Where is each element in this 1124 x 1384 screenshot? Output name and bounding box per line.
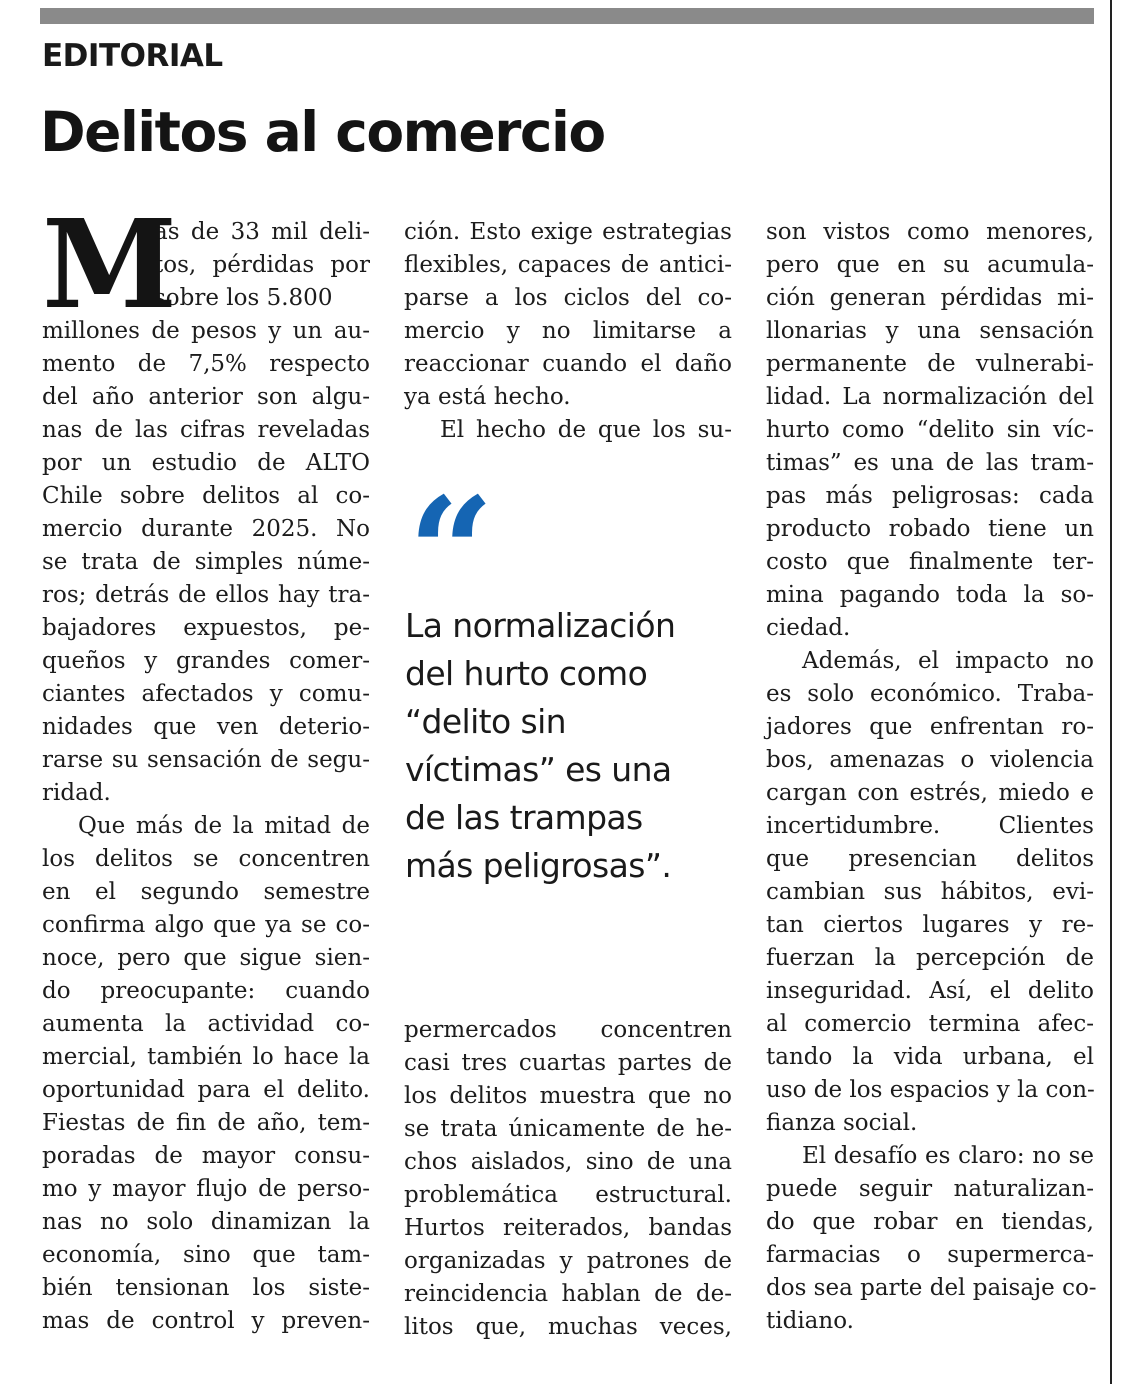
text-line: millones de pesos y un au- <box>42 318 370 344</box>
text-line: tando la vida urbana, el <box>766 1044 1094 1070</box>
text-line: flexibles, capaces de antici- <box>404 252 732 278</box>
text-line: ás de 33 mil deli- <box>154 219 370 245</box>
text-line: se trata únicamente de he- <box>404 1116 732 1142</box>
text-line: mina pagando toda la so- <box>766 582 1094 608</box>
text-line: fuerzan la percepción de <box>766 945 1094 971</box>
text-line: queños y grandes comer- <box>42 648 370 674</box>
pull-quote-line: de las trampas <box>405 798 643 837</box>
text-line: permercados concentren <box>404 1017 732 1043</box>
column-3 <box>766 216 1097 1338</box>
text-line: noce, pero que sigue sien- <box>42 945 370 971</box>
text-line: Chile sobre delitos al co- <box>42 483 370 509</box>
text-line: litos que, muchas veces, <box>404 1314 732 1340</box>
pull-quote-line: La normalización <box>405 606 676 645</box>
text-line: nidades que ven deterio- <box>42 714 370 740</box>
pull-quote-line: más peligrosas”. <box>405 846 672 885</box>
text-line: inseguridad. Así, el delito <box>766 978 1094 1004</box>
text-line: tidiano. <box>766 1308 854 1334</box>
text-line: puede seguir naturalizan- <box>766 1176 1094 1202</box>
text-line: al comercio termina afec- <box>766 1011 1094 1037</box>
column-2-bottom <box>404 1014 732 1344</box>
text-line: poradas de mayor consu- <box>42 1143 370 1169</box>
text-line: ros; detrás de ellos hay tra- <box>42 582 370 608</box>
text-line: bajadores expuestos, pe- <box>42 615 370 641</box>
text-line: en el segundo semestre <box>42 879 370 905</box>
headline: Delitos al comercio <box>40 100 605 164</box>
drop-cap: M <box>42 192 174 336</box>
pull-quote-line: víctimas” es una <box>405 750 672 789</box>
text-line: nas no solo dinamizan la <box>42 1209 370 1235</box>
text-line: rarse su sensación de segu- <box>42 747 370 773</box>
text-line: tan ciertos lugares y re- <box>766 912 1094 938</box>
column-rule <box>1110 0 1112 1384</box>
text-line: ya está hecho. <box>404 384 571 410</box>
text-line: los delitos se concentren <box>42 846 370 872</box>
text-line: bién tensionan los siste- <box>42 1275 370 1301</box>
text-line: aumenta la actividad co- <box>42 1011 370 1037</box>
text-line: reaccionar cuando el daño <box>404 351 732 377</box>
text-line: mercial, también lo hace la <box>42 1044 370 1070</box>
text-line: que presencian delitos <box>766 846 1094 872</box>
text-line: oportunidad para el delito. <box>42 1077 370 1103</box>
text-line: uso de los espacios y la con- <box>766 1077 1095 1103</box>
text-line: confirma algo que ya se co- <box>42 912 370 938</box>
text-line: lidad. La normalización del <box>766 384 1094 410</box>
quote-mark-icon: “ <box>408 465 495 641</box>
text-line: son vistos como menores, <box>766 219 1094 245</box>
text-line: llonarias y una sensación <box>766 318 1094 344</box>
text-line: mercio durante 2025. No <box>42 516 370 542</box>
text-line: costo que finalmente ter- <box>766 549 1094 575</box>
text-line: timas” es una de las tram- <box>766 450 1094 476</box>
text-line: se trata de simples núme- <box>42 549 370 575</box>
text-line: Además, el impacto no <box>802 648 1094 674</box>
text-line: mento de 7,5% respecto <box>42 351 370 377</box>
text-line: economía, sino que tam- <box>42 1242 370 1268</box>
text-line: tos, pérdidas por <box>154 252 370 278</box>
text-line: pero que en su acumula- <box>766 252 1094 278</box>
text-line: es solo económico. Traba- <box>766 681 1094 707</box>
text-line: parse a los ciclos del co- <box>404 285 732 311</box>
text-line: Que más de la mitad de <box>78 813 370 839</box>
column-1 <box>42 315 370 1338</box>
text-line: ción generan pérdidas mi- <box>766 285 1094 311</box>
text-line: los delitos muestra que no <box>404 1083 732 1109</box>
text-line: ciantes afectados y comu- <box>42 681 370 707</box>
text-line: pas más peligrosas: cada <box>766 483 1094 509</box>
pull-quote-line: del hurto como <box>405 654 648 693</box>
text-line: chos aislados, sino de una <box>404 1149 732 1175</box>
text-line: por un estudio de ALTO <box>42 450 370 476</box>
text-line: fianza social. <box>766 1110 918 1136</box>
pull-quote <box>405 602 725 890</box>
text-line: sobre los 5.800 <box>154 285 333 311</box>
text-line: Fiestas de fin de año, tem- <box>42 1110 370 1136</box>
text-line: casi tres cuartas partes de <box>404 1050 732 1076</box>
text-line: farmacias o supermerca- <box>766 1242 1094 1268</box>
text-line: do que robar en tiendas, <box>766 1209 1094 1235</box>
text-line: jadores que enfrentan ro- <box>766 714 1094 740</box>
text-line: Hurtos reiterados, bandas <box>404 1215 732 1241</box>
text-line: mo y mayor flujo de perso- <box>42 1176 370 1202</box>
text-line: incertidumbre. Clientes <box>766 813 1094 839</box>
section-label: EDITORIAL <box>42 38 223 74</box>
text-line: organizadas y patrones de <box>404 1248 732 1274</box>
text-line: cambian sus hábitos, evi- <box>766 879 1094 905</box>
text-line: reincidencia hablan de de- <box>404 1281 732 1307</box>
text-line: ción. Esto exige estrategias <box>404 219 732 245</box>
text-line: ciedad. <box>766 615 851 641</box>
top-divider-bar <box>40 8 1094 24</box>
text-line: El hecho de que los su- <box>440 417 732 443</box>
text-line: problemática estructural. <box>404 1182 732 1208</box>
text-line: do preocupante: cuando <box>42 978 370 1004</box>
text-line: mercio y no limitarse a <box>404 318 732 344</box>
pull-quote-line: “delito sin <box>405 702 566 741</box>
text-line: cargan con estrés, miedo e <box>766 780 1094 806</box>
text-line: hurto como “delito sin víc- <box>766 417 1094 443</box>
text-line: del año anterior son algu- <box>42 384 370 410</box>
text-line: mas de control y preven- <box>42 1308 370 1334</box>
text-line: bos, amenazas o violencia <box>766 747 1094 773</box>
text-line: dos sea parte del paisaje co- <box>766 1275 1097 1301</box>
text-line: permanente de vulnerabi- <box>766 351 1094 377</box>
text-line: El desafío es claro: no se <box>802 1143 1094 1169</box>
text-line: producto robado tiene un <box>766 516 1094 542</box>
text-line: ridad. <box>42 780 111 806</box>
text-line: nas de las cifras reveladas <box>42 417 370 443</box>
column-2-top <box>404 216 732 447</box>
